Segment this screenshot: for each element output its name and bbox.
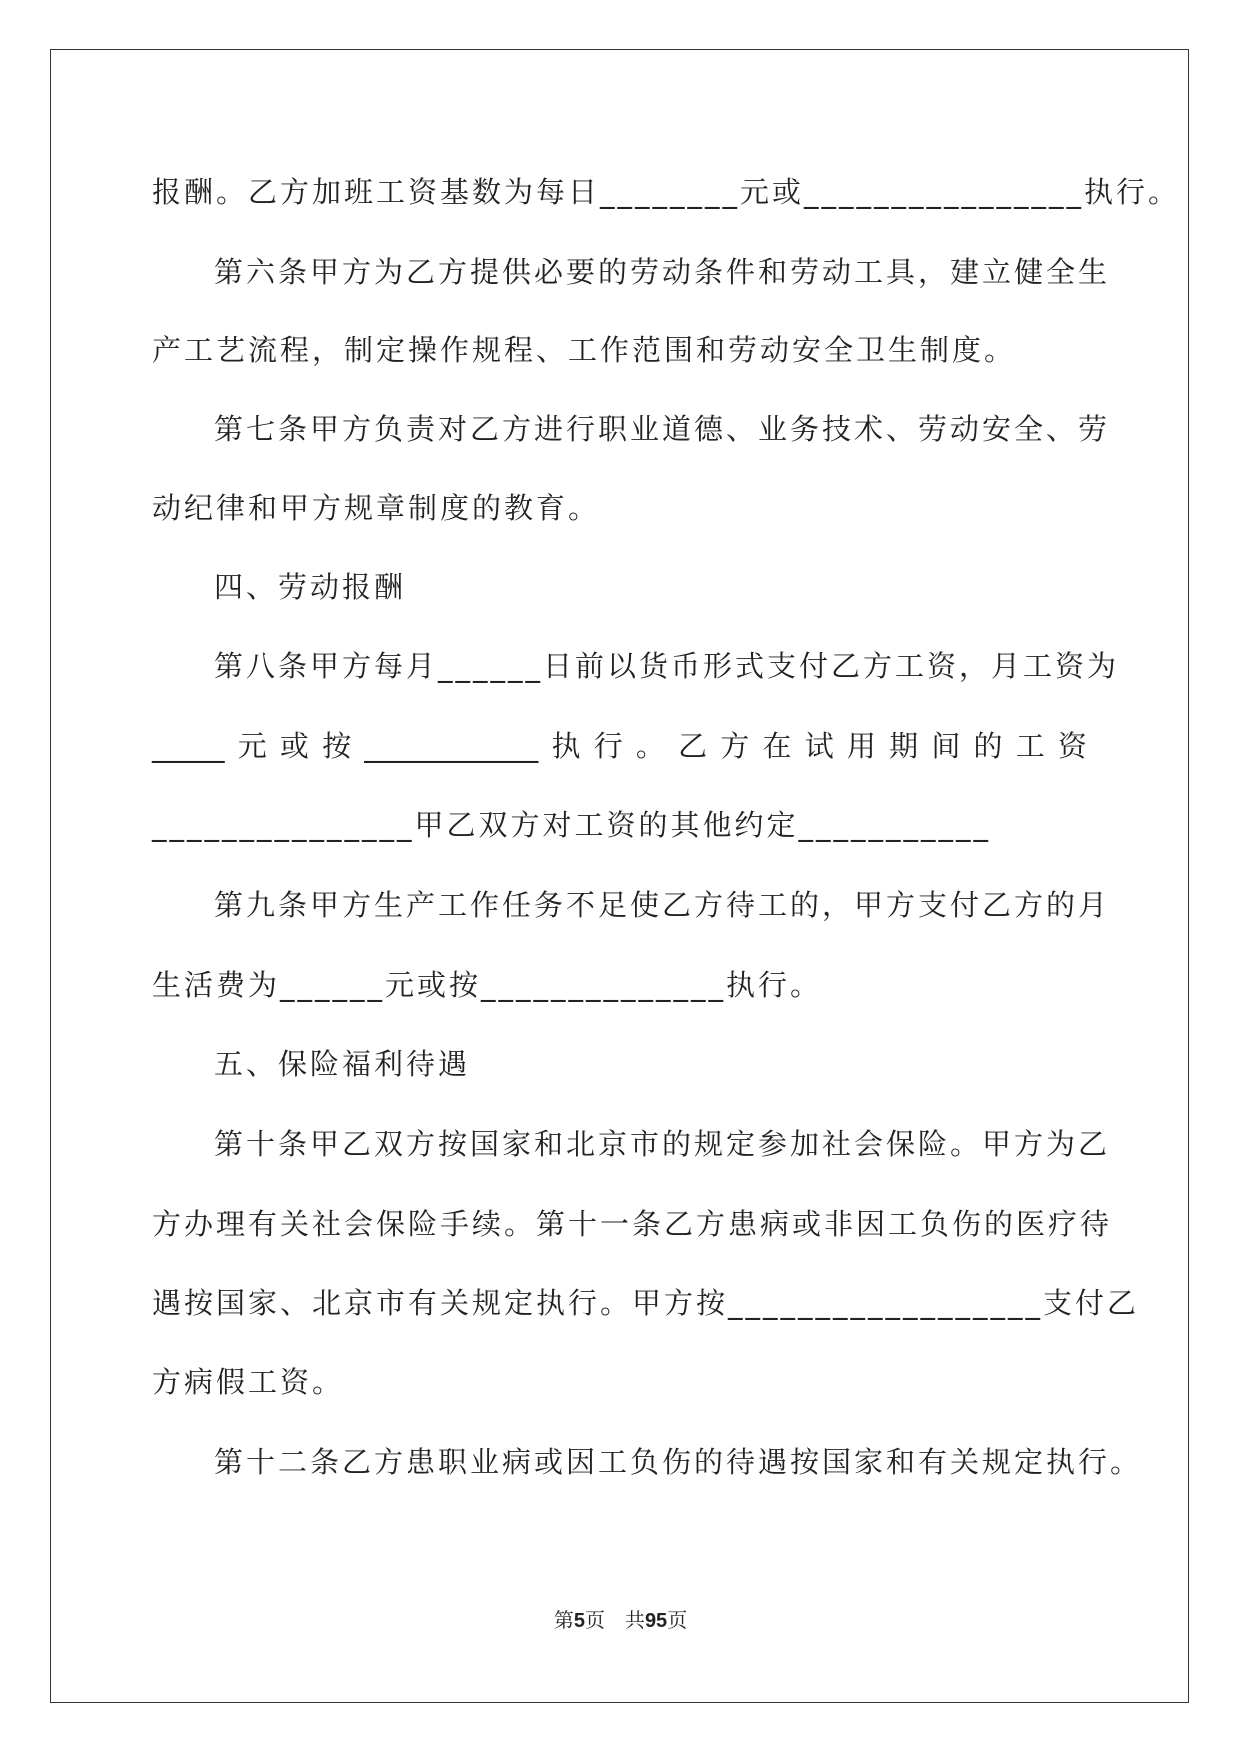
text-token: 用 xyxy=(846,729,876,763)
footer-mid: 页 共 xyxy=(584,1608,645,1632)
text-line: 报酬。乙方加班工资基数为每日________元或________________执行。 xyxy=(152,175,1181,209)
text-token: ____________ xyxy=(364,729,539,763)
text-token: 工 xyxy=(1015,729,1045,763)
text-line: 方病假工资。 xyxy=(152,1365,345,1399)
text-token: _____ xyxy=(152,729,225,763)
footer-suffix: 页 xyxy=(667,1608,688,1632)
text-line: 第九条甲方生产工作任务不足使乙方待工的，甲方支付乙方的月 xyxy=(214,888,1111,922)
text-line: 遇按国家、北京市有关规定执行。甲方按__________________支付乙 xyxy=(152,1286,1140,1320)
text-token: 元 xyxy=(237,729,267,763)
text-token: 资 xyxy=(1057,729,1087,763)
text-token: 期 xyxy=(889,729,919,763)
page-footer xyxy=(0,1604,1241,1633)
text-token: 乙 xyxy=(678,729,708,763)
text-line: 第六条甲方为乙方提供必要的劳动条件和劳动工具，建立健全生 xyxy=(214,255,1111,289)
text-token: 行 xyxy=(593,729,623,763)
section-heading: 四、劳动报酬 xyxy=(214,570,407,604)
total-pages: 95 xyxy=(644,1610,668,1632)
page-number: 5 xyxy=(573,1610,585,1632)
text-token: 的 xyxy=(973,729,1003,763)
text-line: 第十二条乙方患职业病或因工负伤的待遇按国家和有关规定执行。 xyxy=(214,1445,1143,1479)
justified-text-line xyxy=(152,726,1087,766)
section-heading: 五、保险福利待遇 xyxy=(214,1047,471,1081)
text-token: 方 xyxy=(720,729,750,763)
text-line: 动纪律和甲方规章制度的教育。 xyxy=(152,491,601,525)
text-line: _______________甲乙双方对工资的其他约定___________ xyxy=(152,808,992,842)
text-line: 产工艺流程，制定操作规程、工作范围和劳动安全卫生制度。 xyxy=(152,333,1017,367)
text-token: 执 xyxy=(551,729,581,763)
text-line: 方办理有关社会保险手续。第十一条乙方患病或非因工负伤的医疗待 xyxy=(152,1207,1113,1241)
text-line: 第十条甲乙双方按国家和北京市的规定参加社会保险。甲方为乙 xyxy=(214,1127,1111,1161)
text-line: 第七条甲方负责对乙方进行职业道德、业务技术、劳动安全、劳 xyxy=(214,412,1111,446)
text-line: 第八条甲方每月______日前以货币形式支付乙方工资，月工资为 xyxy=(214,649,1120,683)
text-token: 间 xyxy=(931,729,961,763)
text-token: 在 xyxy=(762,729,792,763)
text-token: 或 xyxy=(279,729,309,763)
text-token: 按 xyxy=(322,729,352,763)
text-line: 生活费为______元或按______________执行。 xyxy=(152,968,823,1002)
footer-prefix: 第 xyxy=(553,1608,574,1632)
text-token: 。 xyxy=(635,729,665,763)
text-token: 试 xyxy=(804,729,834,763)
